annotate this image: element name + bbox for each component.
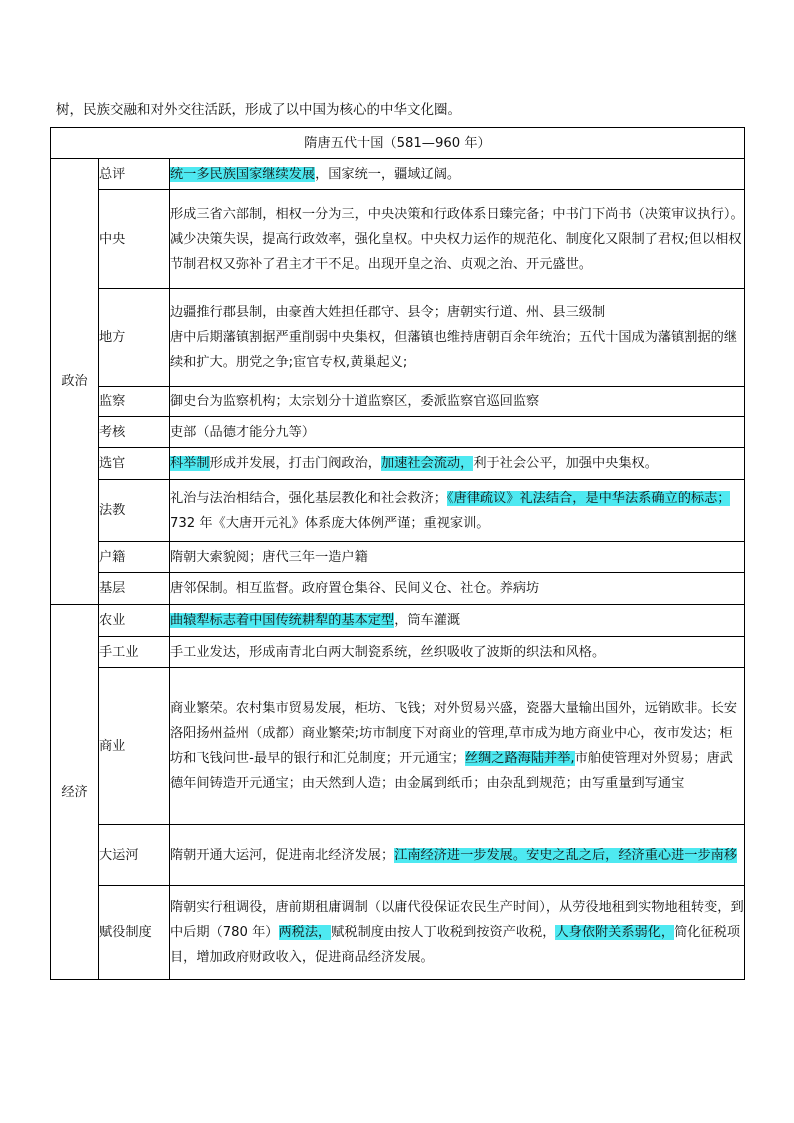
row-label: 中央 [99,190,170,289]
row-label: 地方 [99,289,170,387]
table-row [51,542,745,573]
row-content: 隋朝大索貌阅；唐代三年一造户籍 [170,542,745,573]
history-table [50,127,745,980]
row-label: 手工业 [99,637,170,668]
highlight: 人身依附关系弱化， [555,925,675,940]
row-content: 统一多民族国家继续发展，国家统一，疆域辽阔。 [170,159,745,190]
row-content: 商业繁荣。农村集市贸易发展，柜坊、飞钱；对外贸易兴盛，瓷器大量输出国外，远销欧非。长安洛阳扬州益州（成都）商业繁荣;坊市制度下对商业的管理,草市成为地方商业中心，夜市发达；柜坊和飞钱问世-最早的银行和汇兑制度；开元通宝；丝绸之路海陆并举,市舶使管理对外贸易；唐武德年间铸造开元通宝；由天然到人造；由金属到纸币；由杂乱到规范；由写重量到写通宝 [170,668,745,825]
highlight: 《唐律疏议》礼法结合，是中华法系确立的标志； [446,490,731,506]
row-content: 科举制形成并发展，打击门阀政治，加速社会流动，利于社会公平，加强中央集权。 [170,448,745,480]
table-row [51,289,745,387]
highlight: 曲辕犁标志着中国传统耕犁的基本定型 [170,613,395,628]
table-row [51,825,745,886]
table-row [51,605,745,637]
content-line: 边疆推行郡县制，由豪酋大姓担任郡守、县令；唐朝实行道、州、县三级制 [170,305,606,320]
row-label: 法教 [99,480,170,542]
table-row [51,668,745,825]
row-content: 隋朝开通大运河，促进南北经济发展；江南经济进一步发展。安史之乱之后，经济重心进一步南移 [170,825,745,886]
highlight: 江南经济进一步发展。 [394,847,527,863]
row-label: 农业 [99,605,170,637]
table-row [51,573,745,605]
row-label: 大运河 [99,825,170,886]
highlight: 丝绸之路海陆并举, [464,751,575,766]
row-label: 选官 [99,448,170,480]
row-label: 商业 [99,668,170,825]
row-content: 吏部（品德才能分九等） [170,417,745,448]
highlight: 统一多民族国家继续发展 [170,166,316,182]
highlight: 加速社会流动， [381,456,474,471]
highlight: 两税法， [278,925,332,940]
table-row [51,637,745,668]
table-row [51,417,745,448]
highlight: 安史之乱之后，经济重心进一步南移 [526,847,738,863]
row-content [170,289,745,387]
table-row [51,159,745,190]
category-economy: 经济 [51,605,99,980]
intro-text: 树，民族交融和对外交往活跃，形成了以中国为核心的中华文化圈。 [56,102,461,118]
row-label: 监察 [99,387,170,417]
row-label: 户籍 [99,542,170,573]
row-label: 基层 [99,573,170,605]
row-content: 礼治与法治相结合，强化基层教化和社会救济；《唐律疏议》礼法结合，是中华法系确立的标志；732 年《大唐开元礼》体系庞大体例严谨；重视家训。 [170,480,745,542]
row-label: 总评 [99,159,170,190]
table-row [51,480,745,542]
row-label: 赋役制度 [99,886,170,980]
row-label: 考核 [99,417,170,448]
table-row [51,190,745,289]
table-title-row [51,128,745,159]
row-content: 手工业发达，形成南青北白两大制瓷系统，丝织吸收了波斯的织法和风格。 [170,637,745,668]
row-content: 形成三省六部制，相权一分为三，中央决策和行政体系日臻完备；中书门下尚书（决策审议执行）。减少决策失误，提高行政效率，强化皇权。中央权力运作的规范化、制度化又限制了君权;但以相权节制君权又弥补了君主才干不足。出现开皇之治、贞观之治、开元盛世。 [170,190,745,289]
row-content: 曲辕犁标志着中国传统耕犁的基本定型，筒车灌溉 [170,605,745,637]
row-content: 唐邻保制。相互监督。政府置仓集谷、民间义仓、社仓。养病坊 [170,573,745,605]
row-content: 御史台为监察机构；太宗划分十道监察区，委派监察官巡回监察 [170,387,745,417]
row-content: 隋朝实行租调役，唐前期租庸调制（以庸代役保证农民生产时间），从劳役地租到实物地租转变，到中后期（780 年）两税法，赋税制度由按人丁收税到按资产收税，人身依附关系弱化，简化征税项目，增加政府财政收入，促进商品经济发展。 [170,886,745,980]
highlight: 科举制 [170,456,210,471]
content-line: 唐中后期藩镇割据严重削弱中央集权，但藩镇也维持唐朝百余年统治；五代十国成为藩镇割据的继续和扩大。朋党之争;宦官专权,黄巢起义; [170,330,738,370]
table-row [51,387,745,417]
table-row [51,448,745,480]
category-politics: 政治 [51,159,99,605]
table-title: 隋唐五代十国（581—960 年） [51,128,745,159]
table-row [51,886,745,980]
